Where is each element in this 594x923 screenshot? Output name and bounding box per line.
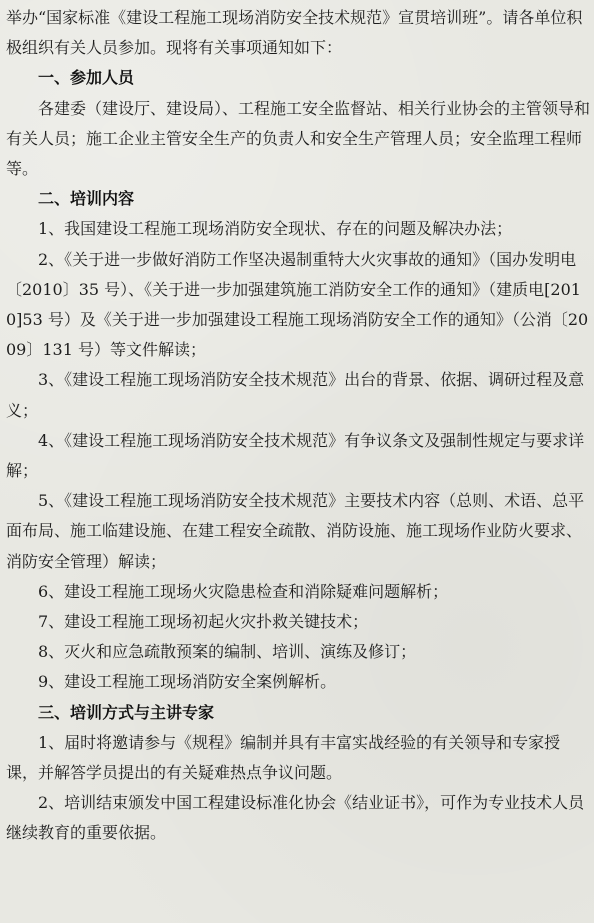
section-heading-participants: 一、参加人员: [38, 68, 135, 88]
training-item-1: 1、我国建设工程施工现场消防安全现状、存在的问题及解决办法；: [38, 219, 513, 239]
training-item-6: 6、建设工程施工现场火灾隐患检查和消除疑难问题解析；: [38, 581, 449, 601]
section-heading-training-content: 二、培训内容: [38, 189, 135, 209]
participants-paragraph: 各建委（建设厅、建设局）、工程施工安全监督站、相关行业协会的主管领导和有关人员；施工企业主管安全生产的负责人和安全生产管理人员；安全监理工程师等。: [6, 98, 591, 179]
intro-paragraph: 举办“国家标准《建设工程施工现场消防安全技术规范》宣贯培训班”。请各单位积极组织有关人员参加。现将有关事项通知如下：: [6, 8, 583, 58]
training-item-3: 3、《建设工程施工现场消防安全技术规范》出台的背景、依据、调研过程及意义；: [6, 370, 585, 420]
method-item-2: 2、培训结束颁发中国工程建设标准化协会《结业证书》，可作为专业技术人员继续教育的重要依据。: [6, 793, 585, 843]
training-item-5: 5、《建设工程施工现场消防安全技术规范》主要技术内容（总则、术语、总平面布局、施工临建设施、在建工程安全疏散、消防设施、施工现场作业防火要求、消防安全管理）解读；: [6, 491, 585, 571]
document-body: [6, 3, 590, 849]
section-heading-method-experts: 三、培训方式与主讲专家: [38, 702, 215, 722]
training-item-7: 7、建设工程施工现场初起火灾扑救关键技术；: [38, 612, 369, 632]
training-item-9: 9、建设工程施工现场消防安全案例解析。: [38, 672, 337, 692]
method-item-1: 1、届时将邀请参与《规程》编制并具有丰富实战经验的有关领导和专家授课，并解答学员提出的有关疑难热点争议问题。: [6, 732, 561, 783]
training-item-2: 2、《关于进一步做好消防工作坚决遏制重特大火灾事故的通知》（国办发明电〔2010〕35 号）、《关于进一步加强建筑施工消防安全工作的通知》（建质电[2010]53 号）及《关于进一步加强建设工程施工现场消防安全工作的通知》（公消〔2009〕131 号）等文件解读；: [6, 249, 589, 360]
training-item-4: 4、《建设工程施工现场消防安全技术规范》有争议条文及强制性规定与要求详解；: [6, 430, 585, 481]
training-item-8: 8、灭火和应急疏散预案的编制、培训、演练及修订；: [38, 642, 417, 662]
